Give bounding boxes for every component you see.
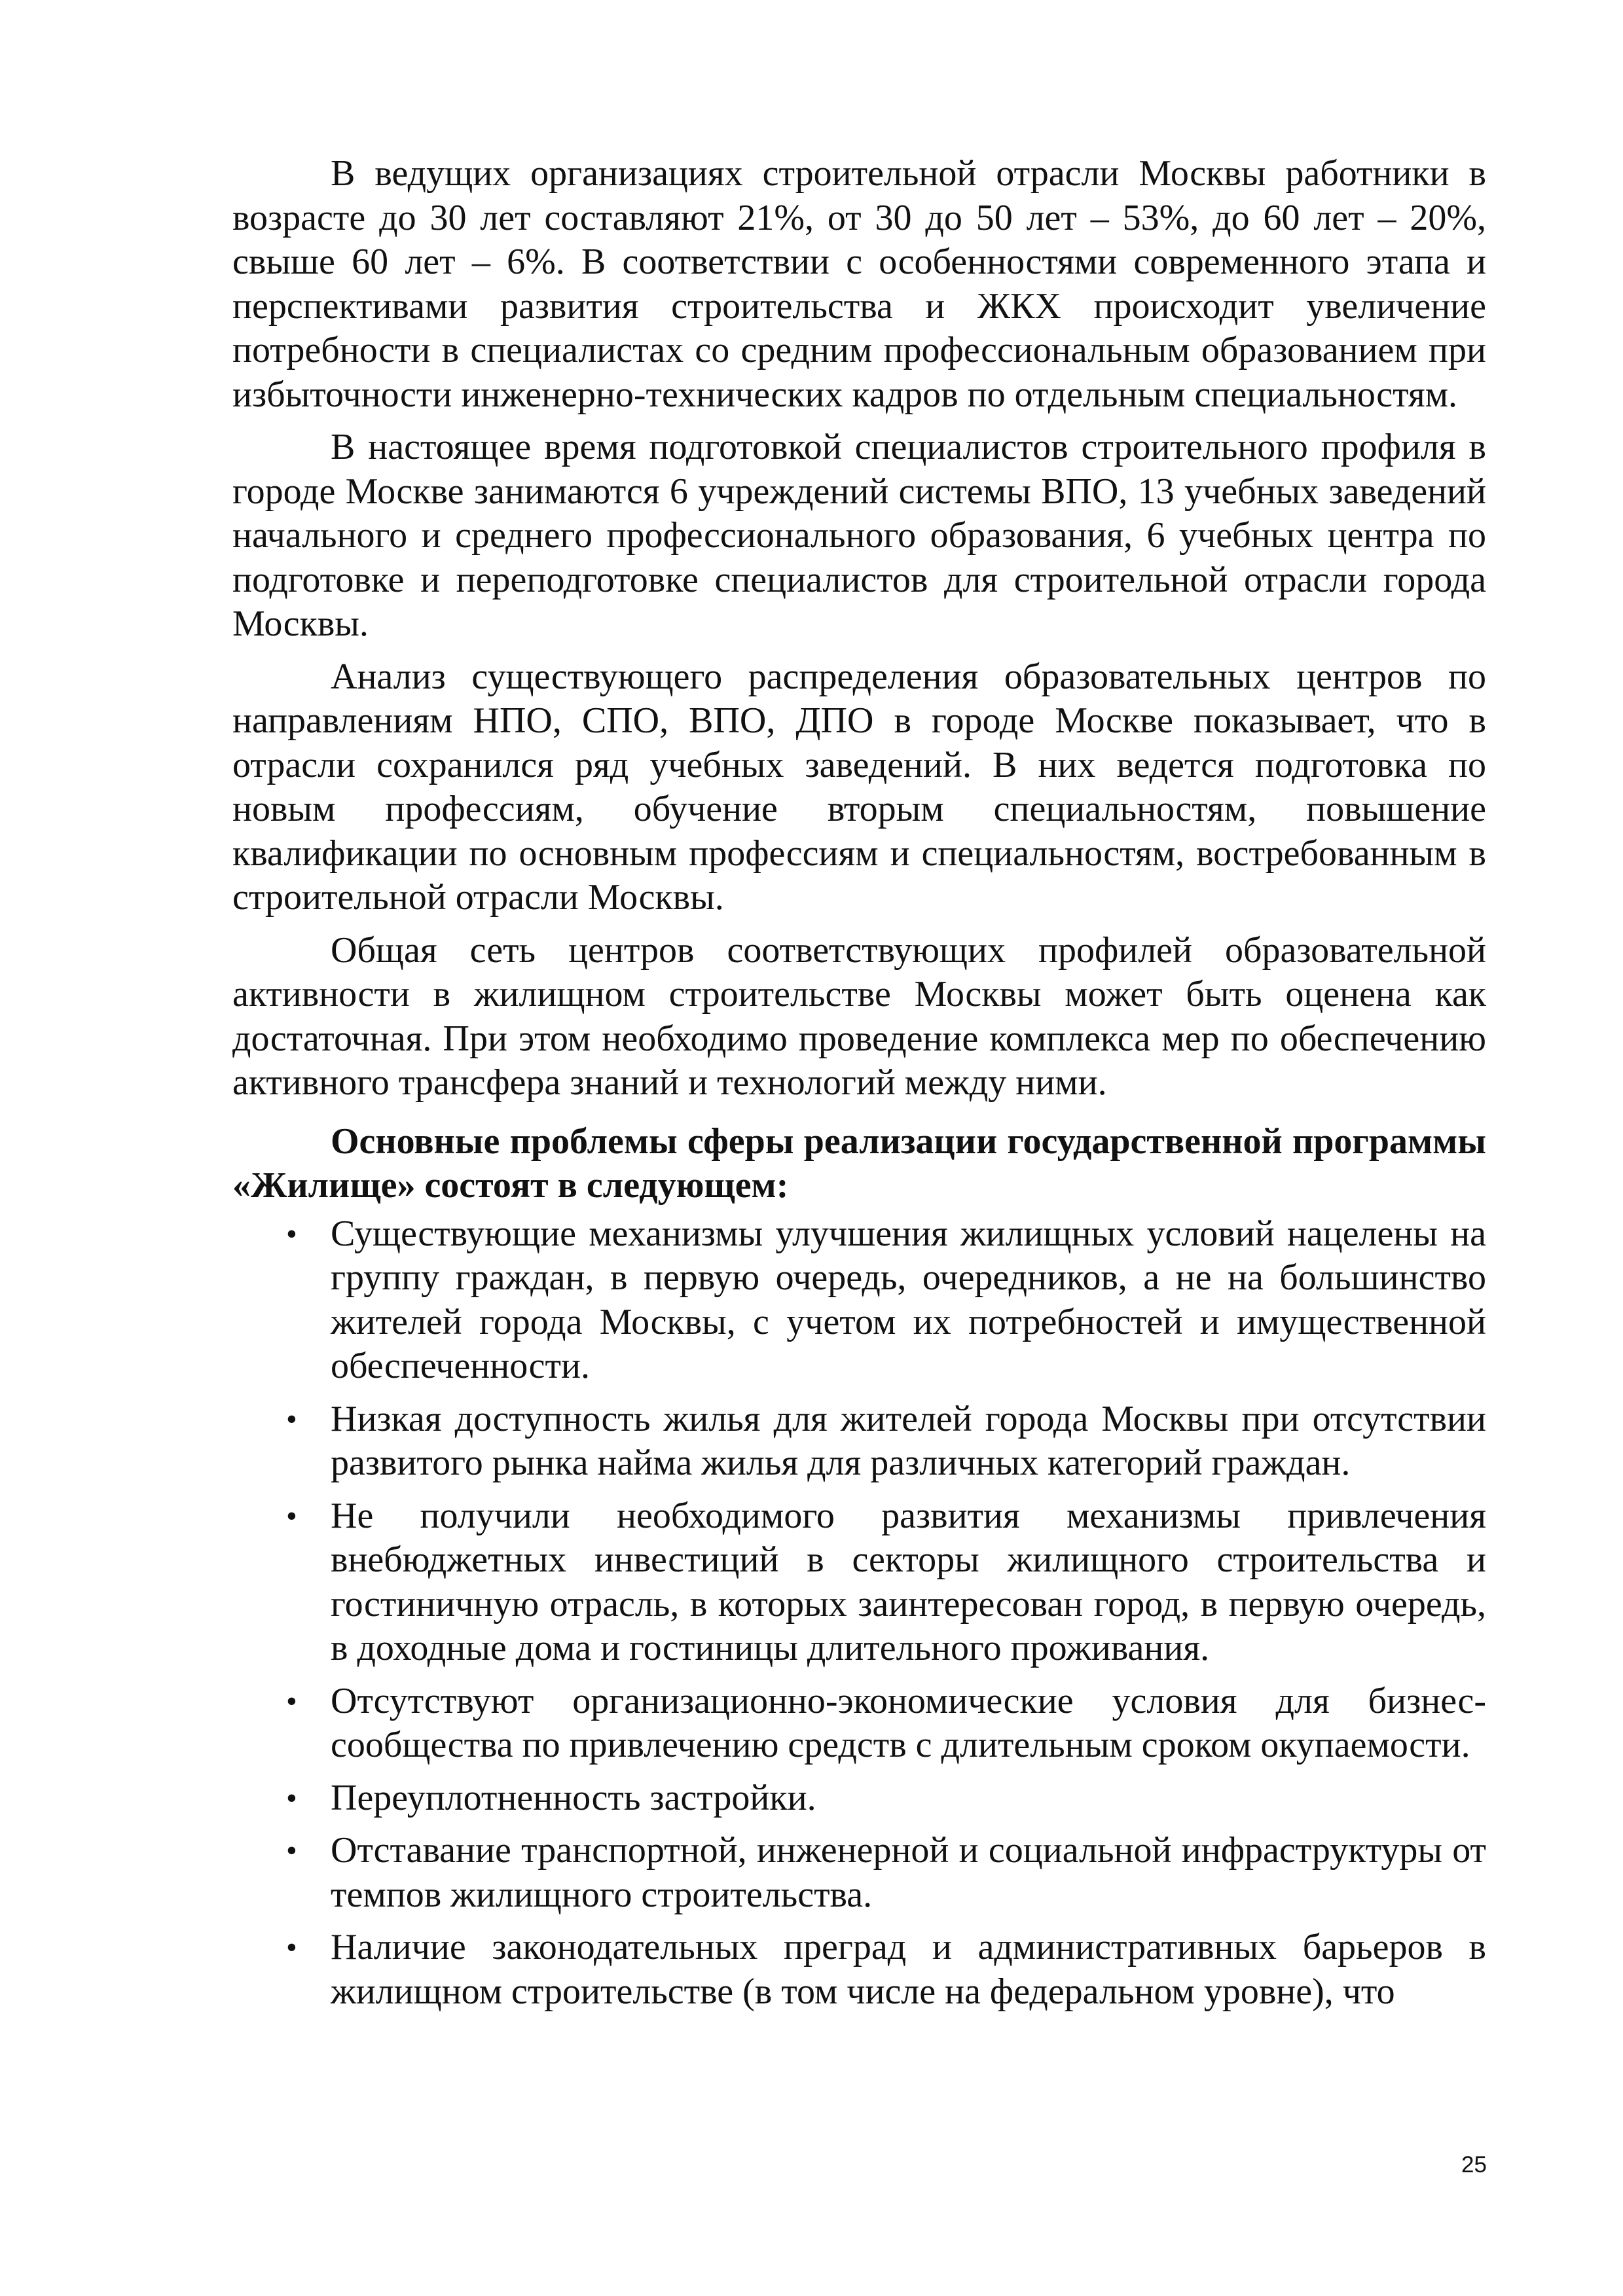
list-item [232,1926,1486,2014]
list-item-text: Отсутствуют организационно-экономические условия для бизнес-сообщества по привлечению средств с длительным сроком окупаемости. [331,1680,1486,1765]
bullet-icon: • [286,1833,297,1868]
list-item-text: Не получили необходимого развития механизмы привлечения внебюджетных инвестиций в секторы жилищного строительства и гостиничную отрасль, в которых заинтересован город, в первую очередь, в доходные дома и гостиницы длительного проживания. [331,1495,1486,1668]
list-item [232,1397,1486,1486]
document-body [232,152,1486,2022]
list-item [232,1212,1486,1389]
list-item-text: Низкая доступность жилья для жителей города Москвы при отсутствии развитого рынка найма жилья для различных категорий граждан. [331,1398,1486,1483]
bullet-icon: • [286,1498,297,1534]
list-item [232,1679,1486,1768]
list-item [232,1829,1486,1917]
section-heading: Основные проблемы сферы реализации государственной программы «Жилище» состоят в следующем: [232,1121,1486,1206]
page-number: 25 [1461,2152,1487,2178]
paragraph-workforce-age: В ведущих организациях строительной отрасли Москвы работники в возрасте до 30 лет составляют 21%, от 30 до 50 лет – 53%, до 60 лет – 20%, свыше 60 лет – 6%. В соответствии с особенностями современного этапа и перспективами развития строительства и ЖКХ происходит увеличение потребности в специалистах со средним профессиональным образованием при избыточности инженерно-технических кадров по отдельным специальностям. [232,153,1486,415]
list-item-text: Наличие законодательных преград и административных барьеров в жилищном строительстве (в том числе на федеральном уровне), что [331,1927,1486,2012]
bullet-icon: • [286,1216,297,1251]
paragraph-network-assessment: Общая сеть центров соответствующих профилей образовательной активности в жилищном строительстве Москвы может быть оценена как достаточная. При этом необходимо проведение комплекса мер по обеспечению активного трансфера знаний и технологий между ними. [232,929,1486,1103]
list-item-text: Отставание транспортной, инженерной и социальной инфраструктуры от темпов жилищного строительства. [331,1830,1486,1915]
bullet-icon: • [286,1930,297,1965]
list-item [232,1494,1486,1671]
bullet-icon: • [286,1780,297,1816]
list-item-text: Существующие механизмы улучшения жилищных условий нацелены на группу граждан, в первую очередь, очередников, а не на большинство жителей города Москвы, с учетом их потребностей и имущественной обеспеченности. [331,1213,1486,1386]
bullet-icon: • [286,1683,297,1719]
bullet-icon: • [286,1401,297,1437]
problems-list [232,1212,1486,2015]
list-item [232,1776,1486,1821]
paragraph-training-institutions: В настоящее время подготовкой специалистов строительного профиля в городе Москве занимаются 6 учреждений системы ВПО, 13 учебных заведений начального и среднего профессионального образования, 6 учебных центра по подготовке и переподготовке специалистов для строительной отрасли города Москвы. [232,427,1486,644]
paragraph-education-analysis: Анализ существующего распределения образовательных центров по направлениям НПО, СПО, ВПО, ДПО в городе Москве показывает, что в отрасли сохранился ряд учебных заведений. В них ведется подготовка по новым профессиям, обучение вторым специальностям, повышение квалификации по основным профессиям и специальностям, востребованным в строительной отрасли Москвы. [232,656,1486,918]
list-item-text: Переуплотненность застройки. [331,1777,816,1818]
